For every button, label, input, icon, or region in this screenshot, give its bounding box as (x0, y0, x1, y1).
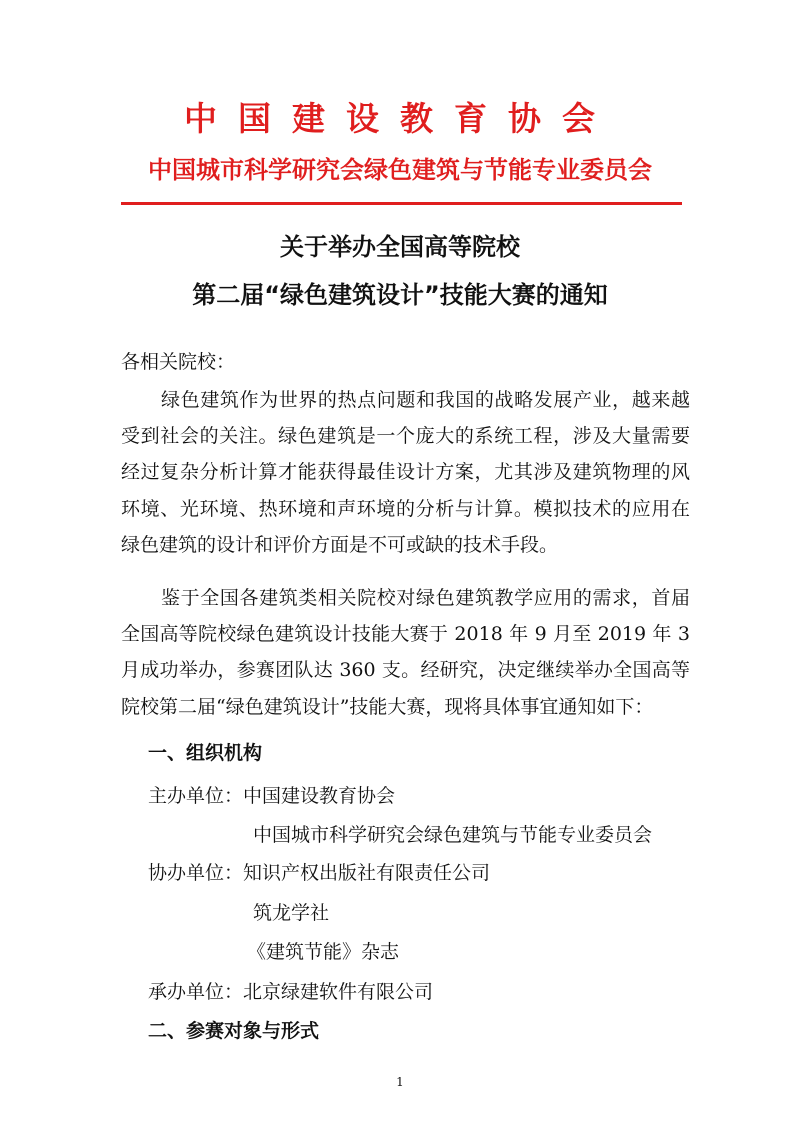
undertaker-value: 北京绿建软件有限公司 (243, 981, 434, 1003)
section-heading-organization: 一、组织机构 (148, 742, 263, 764)
letterhead-org-secondary: 中国城市科学研究会绿色建筑与节能专业委员会 (148, 156, 652, 184)
host-row (253, 822, 652, 848)
co-organizer-value: 筑龙学社 (253, 902, 330, 924)
host-row (148, 783, 395, 809)
undertaker-label: 承办单位： (148, 981, 244, 1003)
salutation: 各相关院校： (121, 351, 236, 373)
co-organizer-value: 《建筑节能》杂志 (247, 941, 400, 963)
notice-title-line2: 第二届“绿色建筑设计”技能大赛的通知 (192, 281, 608, 309)
section-heading-participants: 二、参赛对象与形式 (148, 1020, 320, 1042)
letterhead-org-primary: 中国建设教育协会 (184, 99, 616, 138)
co-organizer-row (247, 939, 399, 965)
paragraph: 绿色建筑作为世界的热点问题和我国的战略发展产业，越来越受到社会的关注。绿色建筑是一个庞大的系统工程，涉及大量需要经过复杂分析计算才能获得最佳设计方案，尤其涉及建筑物理的风环境、光环境、热环境和声环境的分析与计算。模拟技术的应用在绿色建筑的设计和评价方面是不可或缺的技术手段。 (121, 389, 690, 556)
co-organizer-row (253, 900, 329, 926)
notice-title-line1: 关于举办全国高等院校 (280, 233, 520, 261)
host-value: 中国城市科学研究会绿色建筑与节能专业委员会 (253, 824, 653, 846)
letterhead-divider (121, 202, 682, 205)
host-label: 主办单位： (148, 785, 244, 807)
page-number: 1 (396, 1075, 404, 1089)
host-value: 中国建设教育协会 (243, 785, 396, 807)
paragraph: 鉴于全国各建筑类相关院校对绿色建筑教学应用的需求，首届全国高等院校绿色建筑设计技能大赛于 2018 年 9 月至 2019 年 3 月成功举办，参赛团队达 360 支。经研究，决定继续举办全国高等院校第二届“绿色建筑设计”技能大赛，现将具体事宜通知如下： (121, 587, 690, 718)
co-organizer-value: 知识产权出版社有限责任公司 (243, 862, 491, 884)
co-organizer-label: 协办单位： (148, 862, 244, 884)
co-organizer-row (148, 860, 490, 886)
undertaker-row (148, 979, 433, 1005)
